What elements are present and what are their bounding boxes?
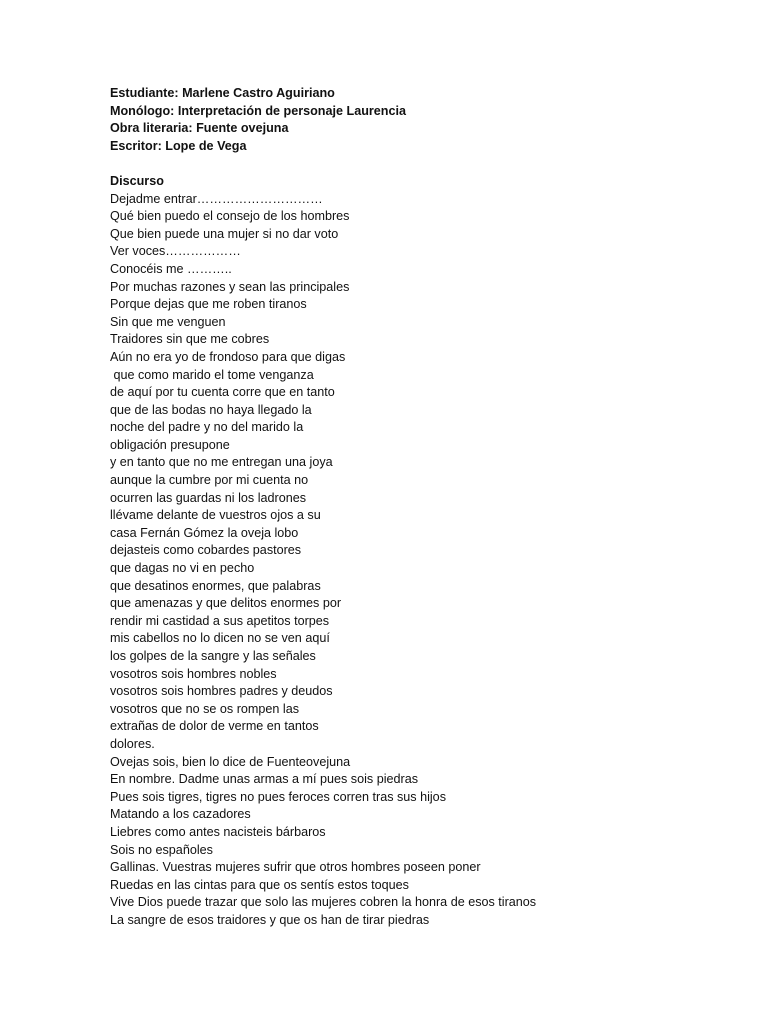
speech-line: La sangre de esos traidores y que os han de tirar piedras — [110, 912, 430, 927]
speech-line: vosotros sois hombres nobles — [110, 666, 277, 681]
speech-heading: Discurso — [110, 173, 164, 188]
speech-line: Liebres como antes nacisteis bárbaros — [110, 824, 326, 839]
document-body — [110, 85, 750, 930]
speech-line: Dejadme entrar………………………… — [110, 191, 323, 206]
speech-line: Vive Dios puede trazar que solo las mujeres cobren la honra de esos tiranos — [110, 895, 537, 910]
speech-line: Ver voces……………… — [110, 244, 241, 259]
speech-line: de aquí por tu cuenta corre que en tanto — [110, 385, 335, 400]
speech-line: que desatinos enormes, que palabras — [110, 578, 321, 593]
speech-line: Gallinas. Vuestras mujeres sufrir que otros hombres poseen poner — [110, 860, 481, 875]
speech-line: Porque dejas que me roben tiranos — [110, 297, 307, 312]
monologue-line: Monólogo: Interpretación de personaje Laurencia — [110, 103, 406, 118]
speech-line: Que bien puede una mujer si no dar voto — [110, 226, 339, 241]
student-line: Estudiante: Marlene Castro Aguiriano — [110, 86, 335, 100]
speech-line: Qué bien puedo el consejo de los hombres — [110, 209, 350, 224]
speech-line: y en tanto que no me entregan una joya — [110, 455, 333, 470]
speech-line: noche del padre y no del marido la — [110, 420, 304, 435]
speech-line: Sois no españoles — [110, 842, 213, 857]
speech-line: que dagas no vi en pecho — [110, 561, 255, 576]
speech-line: vosotros que no se os rompen las — [110, 701, 300, 716]
speech-line: que amenazas y que delitos enormes por — [110, 596, 342, 611]
literary-work-line: Obra literaria: Fuente ovejuna — [110, 121, 289, 136]
speech-line: extrañas de dolor de verme en tantos — [110, 719, 319, 734]
speech-line: aunque la cumbre por mi cuenta no — [110, 473, 309, 488]
speech-line: vosotros sois hombres padres y deudos — [110, 684, 333, 699]
speech-line: En nombre. Dadme unas armas a mí pues sois piedras — [110, 772, 418, 787]
speech-line: Sin que me venguen — [110, 314, 226, 329]
speech-line: casa Fernán Gómez la oveja lobo — [110, 525, 299, 540]
speech-line: dejasteis como cobardes pastores — [110, 543, 302, 558]
section-spacer — [110, 155, 750, 173]
speech-line: Ovejas sois, bien lo dice de Fuenteovejuna — [110, 754, 351, 769]
speech-line: los golpes de la sangre y las señales — [110, 649, 316, 663]
speech-line: mis cabellos no lo dicen no se ven aquí — [110, 631, 330, 646]
speech-line: Pues sois tigres, tigres no pues feroces corren tras sus hijos — [110, 789, 446, 804]
speech-line: dolores. — [110, 736, 155, 751]
speech-line: Ruedas en las cintas para que os sentís estos toques — [110, 877, 409, 892]
speech-line: Por muchas razones y sean las principales — [110, 279, 350, 294]
speech-line: que de las bodas no haya llegado la — [110, 402, 312, 417]
speech-line: Aún no era yo de frondoso para que digas — [110, 349, 346, 364]
author-line: Escritor: Lope de Vega — [110, 138, 247, 153]
speech-line: que como marido el tome venganza — [110, 367, 314, 382]
speech-line: obligación presupone — [110, 437, 230, 452]
speech-line: rendir mi castidad a sus apetitos torpes — [110, 613, 330, 628]
speech-line: ocurren las guardas ni los ladrones — [110, 490, 307, 505]
speech-text — [110, 191, 750, 930]
speech-line: Conocéis me ……….. — [110, 261, 232, 276]
speech-line: llévame delante de vuestros ojos a su — [110, 508, 321, 523]
speech-line: Matando a los cazadores — [110, 807, 251, 822]
speech-line: Traidores sin que me cobres — [110, 332, 270, 347]
